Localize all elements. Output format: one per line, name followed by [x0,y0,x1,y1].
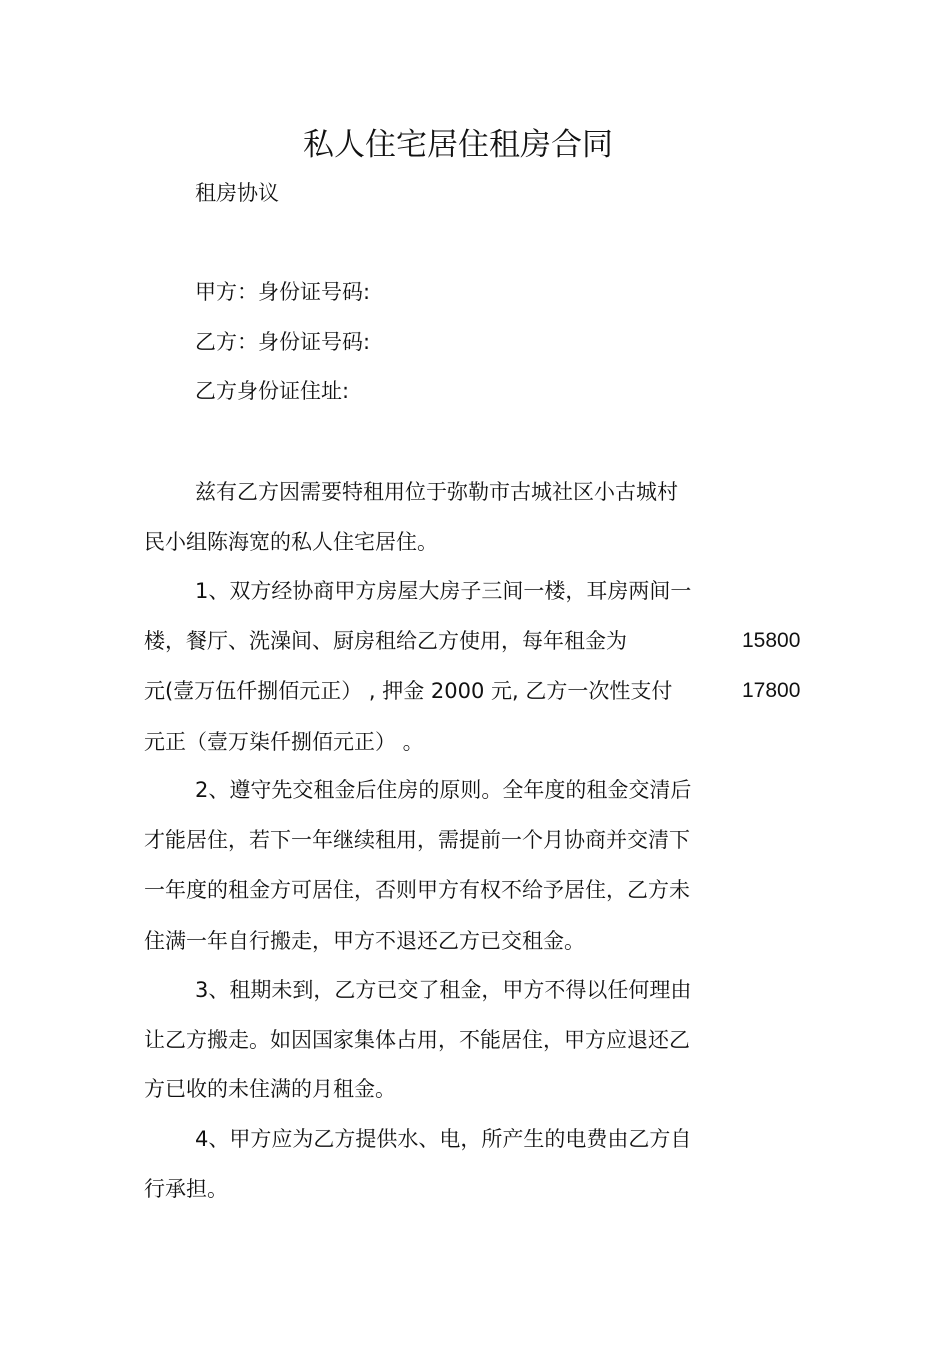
clause1-line-4: 元正（壹万柒仟捌佰元正） 。 [144,730,424,754]
clause3-line-2: 让乙方搬走。如因国家集体占用，不能居住，甲方应退还乙 [144,1028,690,1052]
clause1-line-2: 楼，餐厅、洗澡间、厨房租给乙方使用，每年租金为 [144,629,627,653]
clause2-line-1: 2、遵守先交租金后住房的原则。全年度的租金交清后 [195,778,692,802]
document-title: 私人住宅居住租房合同 [303,127,613,163]
party-b-address-line: 乙方身份证住址: [195,379,350,403]
clause2-line-4: 住满一年自行搬走，甲方不退还乙方已交租金。 [144,929,585,953]
party-b-line: 乙方：身份证号码: [195,330,371,354]
clause2-line-2: 才能居住，若下一年继续租用，需提前一个月协商并交清下 [144,828,690,852]
party-a-line: 甲方：身份证号码: [195,280,371,304]
clause4-line-2: 行承担。 [144,1177,228,1201]
document-subtitle: 租房协议 [195,181,279,205]
clause2-line-3: 一年度的租金方可居住，否则甲方有权不给予居住，乙方未 [144,878,690,902]
clause4-line-1: 4、甲方应为乙方提供水、电，所产生的电费由乙方自 [195,1127,692,1151]
clause1-total-payment-amount: 17800 [742,679,801,702]
clause3-line-3: 方已收的未住满的月租金。 [144,1077,396,1101]
clause1-line-3: 元(壹万伍仟捌佰元正） , 押金 2000 元, 乙方一次性支付 [144,679,673,703]
clause1-annual-rent-amount: 15800 [742,629,801,652]
clause3-line-1: 3、租期未到，乙方已交了租金，甲方不得以任何理由 [195,978,692,1002]
intro-line-1: 兹有乙方因需要特租用位于弥勒市古城社区小古城村 [195,480,678,504]
intro-line-2: 民小组陈海宽的私人住宅居住。 [144,530,438,554]
clause1-line-1: 1、双方经协商甲方房屋大房子三间一楼，耳房两间一 [195,579,692,603]
